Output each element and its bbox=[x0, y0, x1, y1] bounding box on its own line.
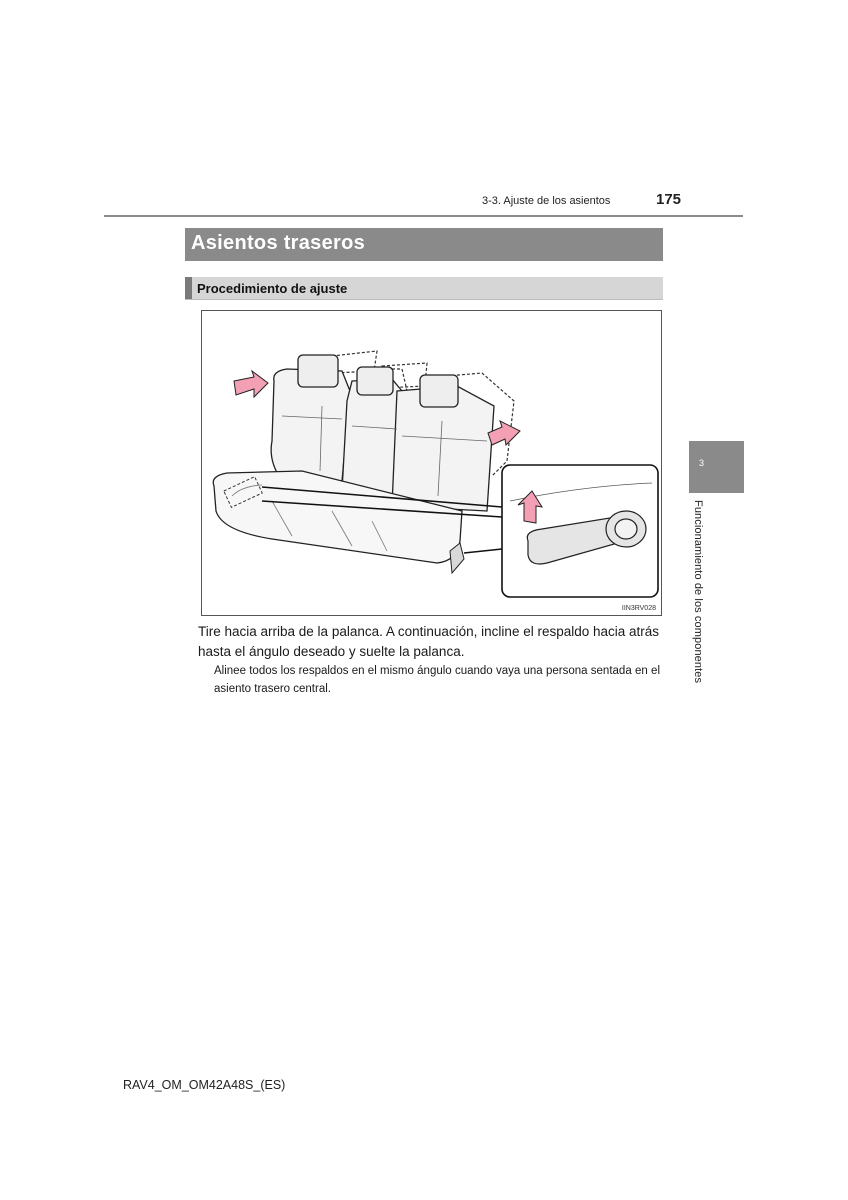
figure-code: IIN3RV028 bbox=[621, 605, 656, 612]
chapter-number: 3 bbox=[699, 458, 705, 468]
instruction-note: Alinee todos los respaldos en el mismo ángulo cuando vaya una persona sentada en el asiento trasero central. bbox=[214, 665, 660, 695]
chapter-label: Funcionamiento de los componentes bbox=[692, 500, 704, 684]
section-title: Asientos traseros bbox=[191, 232, 366, 254]
section-title-bar bbox=[185, 228, 663, 261]
subsection-title: Procedimiento de ajuste bbox=[197, 281, 348, 296]
header-divider bbox=[104, 215, 743, 217]
instruction-paragraph: Tire hacia arriba de la palanca. A continuación, incline el respaldo hacia atrás hasta el ángulo deseado y suelte la palanca. bbox=[198, 624, 660, 659]
rear-seat-drawing bbox=[202, 311, 663, 617]
footer-code: RAV4_OM_OM42A48S_(ES) bbox=[123, 1078, 286, 1092]
chapter-tab bbox=[689, 441, 744, 493]
subsection-marker bbox=[185, 277, 192, 299]
subsection-title-bar bbox=[185, 277, 663, 300]
page-number: 175 bbox=[656, 191, 682, 208]
header-section-title: 3-3. Ajuste de los asientos bbox=[482, 195, 611, 207]
rear-seat-illustration bbox=[201, 310, 662, 616]
